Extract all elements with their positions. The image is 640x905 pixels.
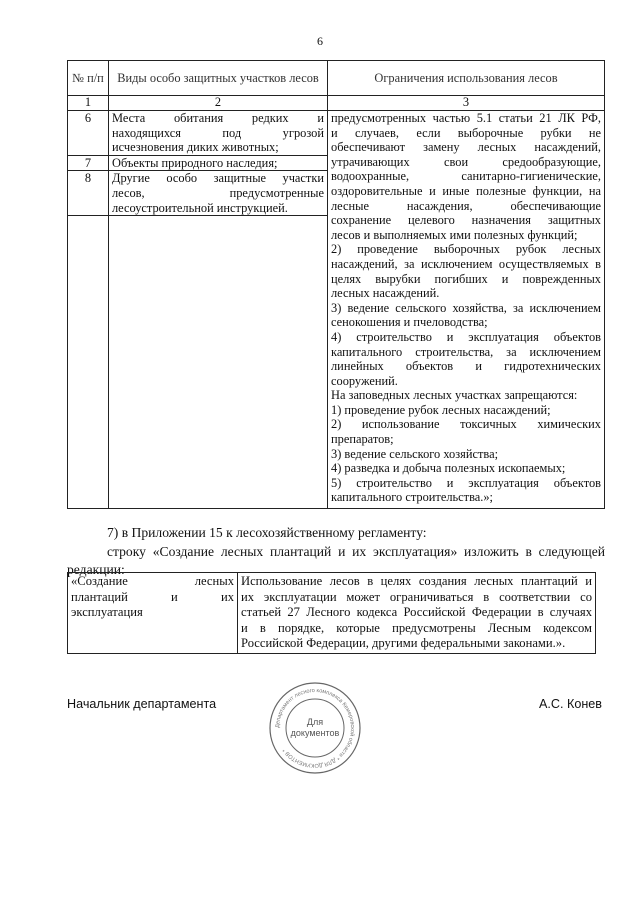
row-number: 6 — [68, 111, 109, 156]
cell-line: статьей 27 Лесного кодекса Российской Федерации в случаях — [241, 605, 592, 620]
cell-line: эксплуатация — [71, 605, 143, 620]
area-type-cell — [109, 111, 328, 156]
restriction-line: лесные насаждения, обеспечивающие — [331, 198, 601, 213]
cell-line: Другие особо защитные участки — [112, 171, 324, 186]
forest-restrictions-table — [67, 60, 605, 509]
cell-line: Использование лесов в целях создания лесных плантаций и — [241, 574, 592, 588]
empty-cell — [68, 216, 109, 509]
area-type-cell — [109, 155, 328, 171]
cell-line: их эксплуатации может ограничиваться в соответствии со — [241, 589, 592, 604]
stamp-center-line2: документов — [290, 728, 340, 738]
restriction-line: 4) строительство и эксплуатация объектов — [331, 329, 601, 344]
restriction-line: 4) разведка и добыча полезных ископаемых; — [331, 461, 566, 476]
plantation-name-cell — [68, 573, 238, 654]
cell-line: лесов, предусмотренные — [112, 185, 324, 200]
cell-line: Российской Федерации, другими федеральными законами.». — [241, 636, 566, 651]
cell-line: находящихся под угрозой — [112, 125, 324, 140]
cell-line: и в порядке, которые предусмотрены Лесным кодексом — [241, 620, 592, 635]
table-row — [68, 111, 605, 156]
row-number: 8 — [68, 171, 109, 216]
restriction-line: капитального строительства, за исключением — [331, 344, 601, 359]
restriction-line: 1) проведение рубок лесных насаждений; — [331, 402, 551, 417]
restriction-line: лесных насаждений. — [331, 286, 440, 301]
restriction-line: сохранение целевого назначения защитных — [331, 213, 601, 228]
page-number: 6 — [317, 34, 323, 48]
signature-position: Начальник департамента — [67, 697, 217, 711]
restriction-line: 2) использование токсичных химических — [331, 417, 601, 432]
header-area-types: Виды особо защитных участков лесов — [109, 61, 328, 96]
paragraph-instruction: строку «Создание лесных плантаций и их эксплуатация» изложить в следующей редакции: — [67, 544, 605, 577]
restriction-line: 3) ведение сельского хозяйства; — [331, 446, 499, 461]
restriction-line: 3) ведение сельского хозяйства, за исключением — [331, 300, 601, 315]
stamp-ring-text: Департамент лесного комплекса Кемеровской области * ДЛЯ ДОКУМЕНТОВ * — [274, 687, 356, 769]
column-number: 2 — [109, 96, 328, 111]
paragraph-appendix: 7) в Приложении 15 к лесохозяйственному регламенту: — [107, 525, 427, 540]
table-row — [68, 573, 596, 654]
header-number: № п/п — [68, 61, 109, 96]
restriction-line: сенокошения и пчеловодства; — [331, 315, 488, 330]
restriction-line: утрачивающих свои средообразующие, — [331, 154, 601, 169]
area-type-cell — [109, 171, 328, 216]
plantation-table — [67, 572, 596, 654]
restriction-line: 2) проведение выборочных рубок лесных — [331, 242, 601, 257]
restriction-line: линейных объектов и гидротехнических — [331, 359, 601, 374]
restriction-line: сооружений. — [331, 373, 398, 388]
cell-line: плантаций и их — [71, 589, 234, 604]
plantation-text-cell — [238, 573, 596, 654]
official-stamp — [267, 680, 363, 776]
restriction-line: водоохранные, санитарно-гигиенические, — [331, 169, 601, 184]
signature-name: А.С. Конев — [539, 697, 602, 711]
restriction-line: предусмотренных частью 5.1 статьи 21 ЛК РФ, — [331, 111, 601, 125]
column-number-row — [68, 96, 605, 111]
empty-cell — [109, 216, 328, 509]
restriction-line: оздоровительные и иные полезные функции, на — [331, 183, 601, 198]
table-header-row — [68, 61, 605, 96]
cell-line: Объекты природного наследия; — [112, 155, 278, 170]
stamp-center-line1: Для — [306, 717, 324, 727]
restrictions-cell — [328, 111, 605, 509]
column-number: 1 — [68, 96, 109, 111]
restriction-line: 5) строительство и эксплуатация объектов — [331, 475, 601, 490]
row-number: 7 — [68, 155, 109, 171]
cell-line: Места обитания редких и — [112, 111, 324, 125]
restriction-line: капитального строительства.»; — [331, 490, 494, 505]
restriction-line: обеспечивают замену лесных насаждений, — [331, 140, 601, 155]
header-restrictions: Ограничения использования лесов — [328, 61, 605, 96]
restriction-line: насаждений, за исключением осуществляемых в — [331, 256, 601, 271]
restriction-line: и случаев, если выборочные рубки не — [331, 125, 601, 140]
column-number: 3 — [328, 96, 605, 111]
cell-line: исчезновения диких животных; — [112, 140, 279, 155]
cell-line: лесоустроительной инструкцией. — [112, 200, 288, 215]
restriction-line: целях вырубки погибших и поврежденных — [331, 271, 601, 286]
restriction-line: На заповедных лесных участках запрещаются: — [331, 388, 578, 403]
restriction-line: лесов и выполняемых ими полезных функций; — [331, 227, 578, 242]
restriction-line: препаратов; — [331, 432, 394, 447]
cell-line: «Создание лесных — [71, 574, 234, 588]
